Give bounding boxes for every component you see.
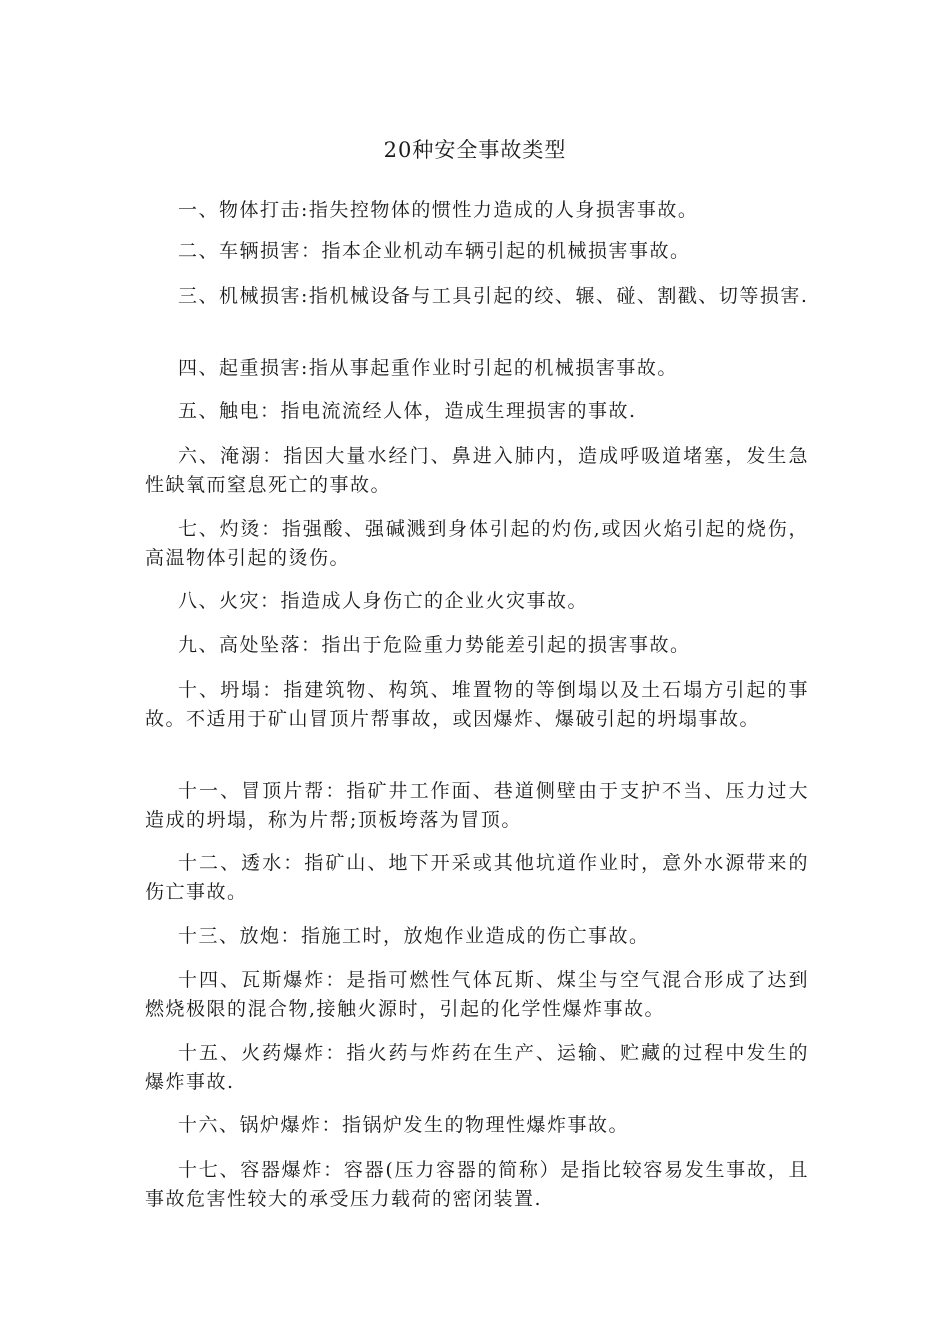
- paragraph-5: 五、触电：指电流流经人体，造成生理损害的事故.: [178, 400, 637, 422]
- paragraph-7: 七、灼烫：指强酸、强碱溅到身体引起的灼伤,或因火焰引起的烧伤，高温物体引起的烫伤。: [145, 518, 809, 569]
- paragraph-14: 十四、瓦斯爆炸：是指可燃性气体瓦斯、煤尘与空气混合形成了达到燃烧极限的混合物,接触火源时，引起的化学性爆炸事故。: [145, 969, 809, 1020]
- paragraph-12: 十二、透水：指矿山、地下开采或其他坑道作业时，意外水源带来的伤亡事故。: [145, 852, 809, 903]
- paragraph-4: 四、起重损害:指从事起重作业时引起的机械损害事故。: [178, 357, 678, 379]
- paragraph-6: 六、淹溺：指因大量水经门、鼻进入肺内，造成呼吸道堵塞，发生急性缺氧而窒息死亡的事故。: [145, 445, 809, 496]
- paragraph-17: 十七、容器爆炸：容器(压力容器的简称）是指比较容易发生事故，且事故危害性较大的承受压力载荷的密闭装置.: [145, 1159, 809, 1210]
- paragraph-10: 十、坍塌：指建筑物、构筑、堆置物的等倒塌以及土石塌方引起的事故。不适用于矿山冒顶片帮事故，或因爆炸、爆破引起的坍塌事故。: [145, 679, 809, 730]
- paragraph-11: 十一、冒顶片帮：指矿井工作面、巷道侧壁由于支护不当、压力过大造成的坍塌，称为片帮;顶板垮落为冒顶。: [145, 780, 809, 831]
- paragraph-13: 十三、放炮：指施工时，放炮作业造成的伤亡事故。: [178, 925, 650, 947]
- paragraph-3: 三、机械损害:指机械设备与工具引起的绞、辗、碰、割戳、切等损害.: [178, 285, 809, 307]
- paragraph-9: 九、高处坠落：指出于危险重力势能差引起的损害事故。: [178, 634, 691, 656]
- document-title: 20种安全事故类型: [383, 138, 567, 162]
- paragraph-2: 二、车辆损害：指本企业机动车辆引起的机械损害事故。: [178, 240, 691, 262]
- paragraph-16: 十六、锅炉爆炸：指锅炉发生的物理性爆炸事故。: [178, 1114, 630, 1136]
- paragraph-15: 十五、火药爆炸：指火药与炸药在生产、运输、贮藏的过程中发生的爆炸事故.: [145, 1042, 809, 1093]
- paragraph-8: 八、火灾：指造成人身伤亡的企业火灾事故。: [178, 590, 589, 612]
- paragraph-1: 一、物体打击:指失控物体的惯性力造成的人身损害事故。: [178, 199, 699, 221]
